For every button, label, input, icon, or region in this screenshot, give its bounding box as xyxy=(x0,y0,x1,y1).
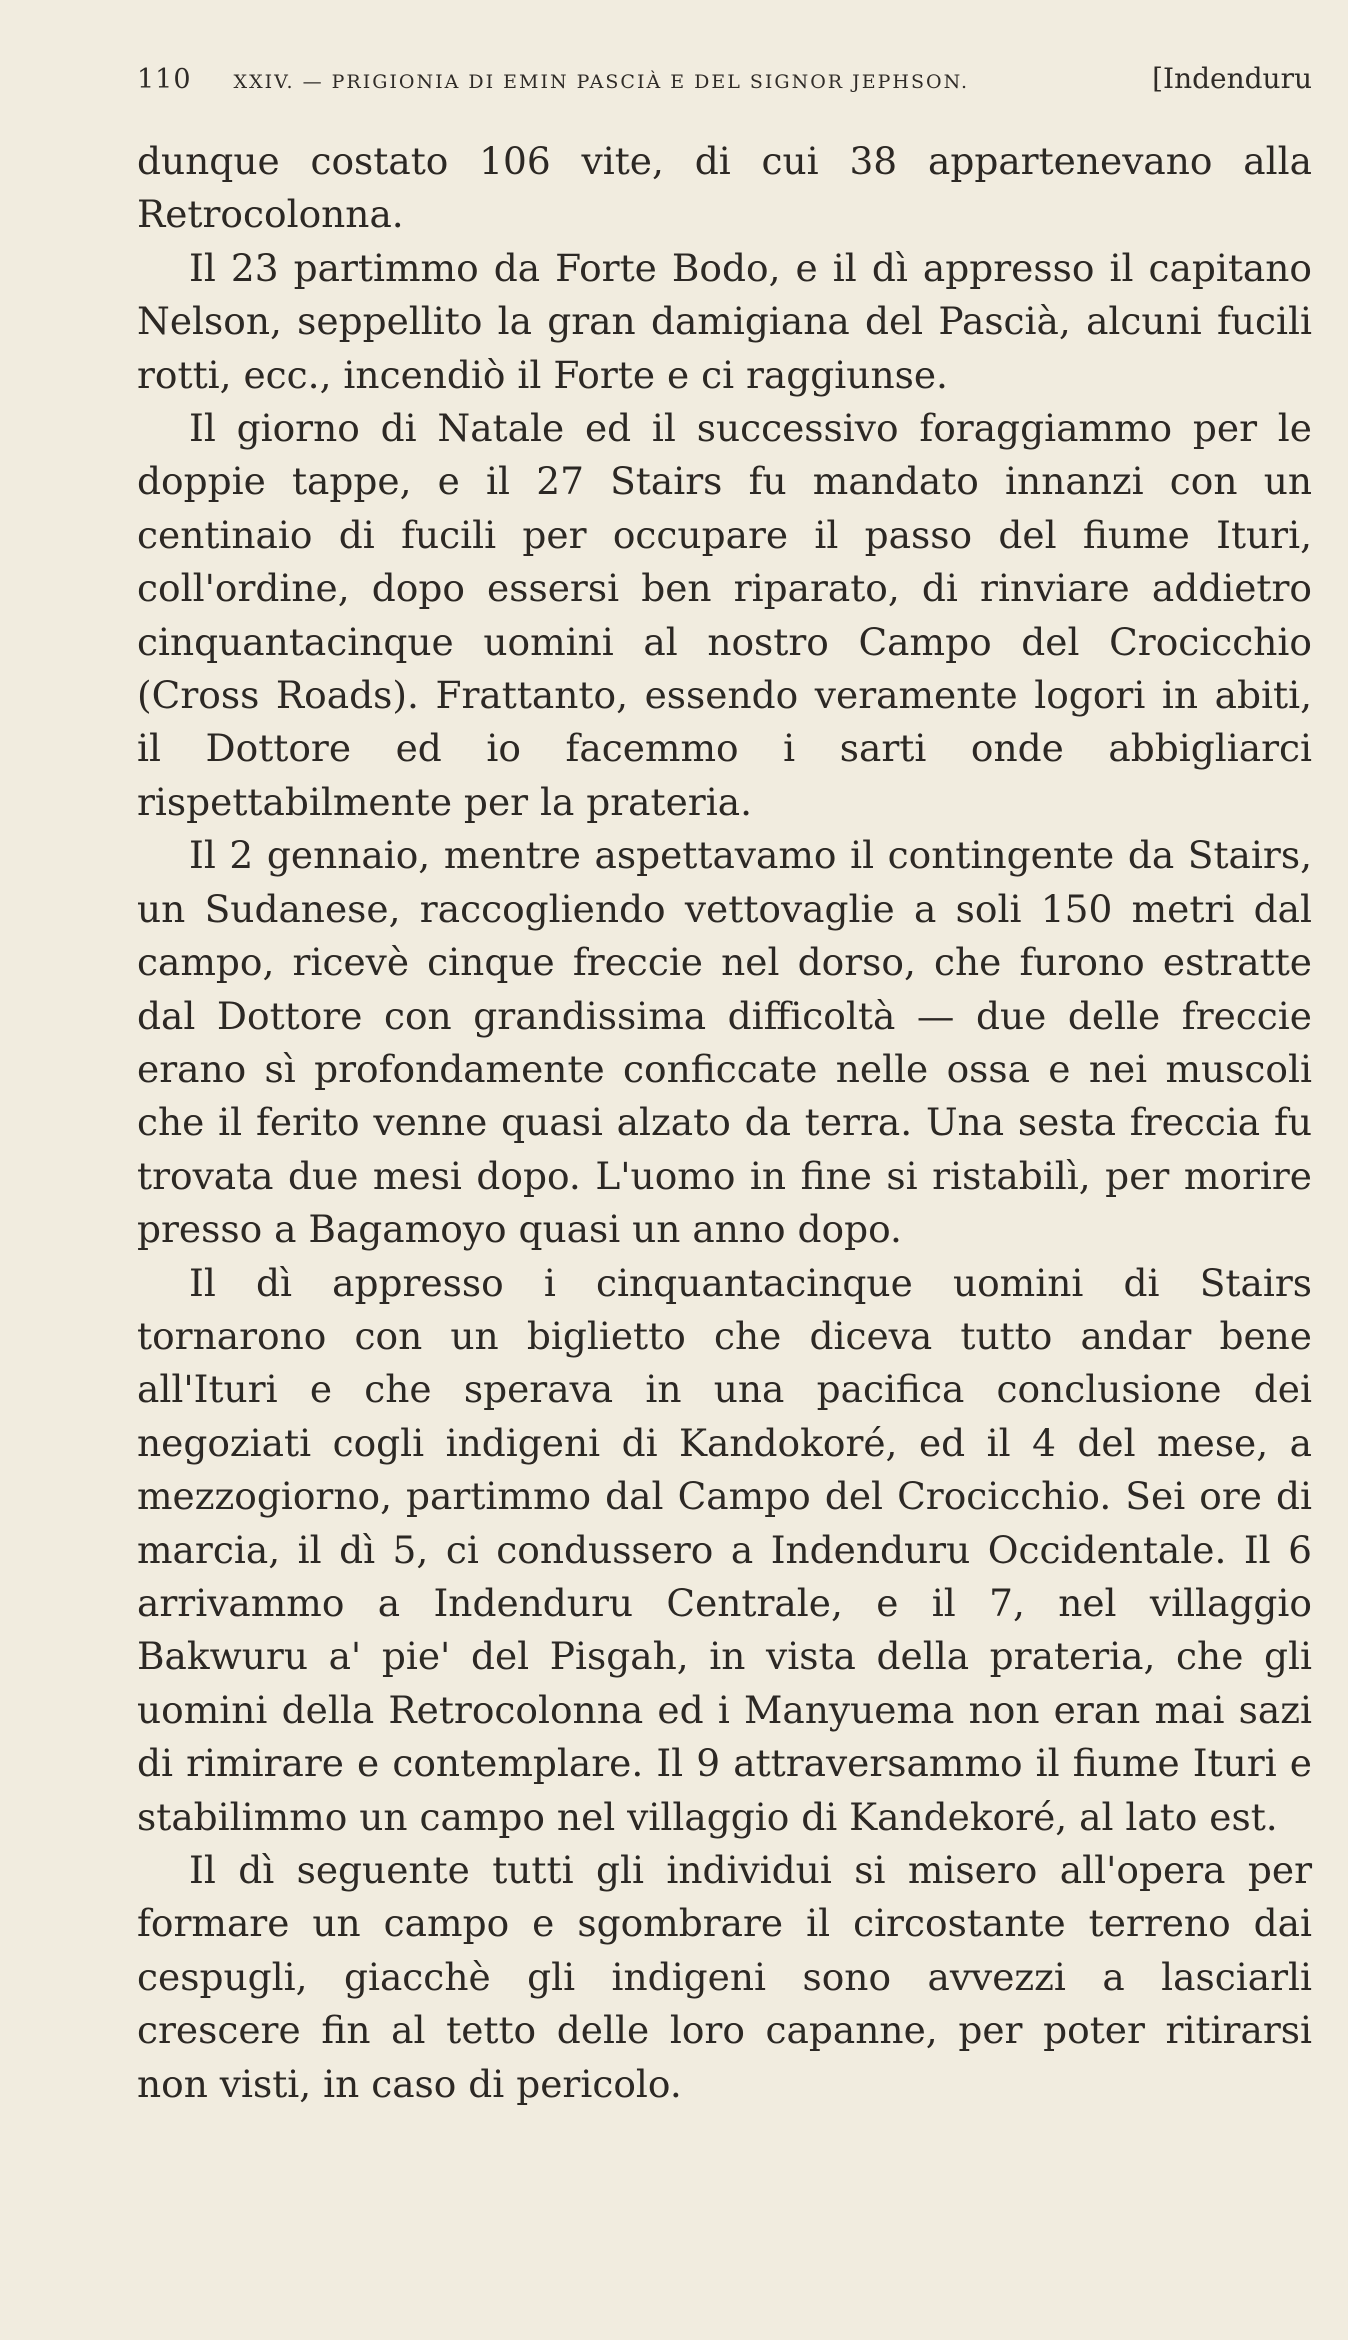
paragraph: Il 2 gennaio, mentre aspettavamo il contingente da Stairs, un Sudanese, raccogliendo vettovaglie a soli 150 metri dal campo, ricevè cinque freccie nel dorso, che furono estratte dal Dottore con grandissima difficoltà — due delle freccie erano sì profondamente conficcate nelle ossa e nei muscoli che il ferito venne quasi alzato da terra. Una sesta freccia fu trovata due mesi dopo. L'uomo in fine si ristabilì, per morire presso a Bagamoyo quasi un anno dopo. xyxy=(137,833,1312,1252)
paragraph: Il dì seguente tutti gli individui si misero all'opera per formare un campo e sgombrare il circostante terreno dai cespugli, giacchè gli indigeni sono avvezzi a lasciarli crescere fin al tetto delle loro capanne, per poter ritirarsi non visti, in caso di pericolo. xyxy=(137,1848,1312,2106)
page-number: 110 xyxy=(137,64,192,95)
running-title: XXIV. — PRIGIONIA DI EMIN PASCIÀ E DEL SIGNOR JEPHSON. xyxy=(233,71,970,93)
body-text xyxy=(137,135,1312,2111)
paragraph-continued: dunque costato 106 vite, di cui 38 appartenevano alla Retrocolonna. xyxy=(137,139,1312,237)
paragraph: Il dì appresso i cinquantacinque uomini di Stairs tornarono con un biglietto che diceva tutto andar bene all'Ituri e che sperava in una pacifica conclusione dei negoziati cogli indigeni di Kandokoré, ed il 4 del mese, a mezzogiorno, partimmo dal Campo del Crocicchio. Sei ore di marcia, il dì 5, ci condussero a Indenduru Occidentale. Il 6 arrivammo a Indenduru Centrale, e il 7, nel villaggio Bakwuru a' pie' del Pisgah, in vista della prateria, che gli uomini della Retrocolonna ed i Manyuema non eran mai sazi di rimirare e contemplare. Il 9 attraversammo il fiume Ituri e stabilimmo un campo nel villaggio di Kandekoré, al lato est. xyxy=(137,1260,1312,1839)
paragraph: Il giorno di Natale ed il successivo foraggiammo per le doppie tappe, e il 27 Stairs fu mandato innanzi con un centinaio di fucili per occupare il passo del fiume Ituri, coll'ordine, dopo essersi ben riparato, di rinviare addietro cinquantacinque uomini al nostro Campo del Crocicchio (Cross Roads). Frattanto, essendo veramente logori in abiti, il Dottore ed io facemmo i sarti onde abbigliarci rispettabilmente per la prateria. xyxy=(137,406,1312,824)
running-header xyxy=(137,62,1312,95)
header-keyword: [Indenduru xyxy=(1152,62,1312,95)
paragraph: Il 23 partimmo da Forte Bodo, e il dì appresso il capitano Nelson, seppellito la gran damigiana del Pascià, alcuni fucili rotti, ecc., incendiò il Forte e ci raggiunse. xyxy=(137,245,1312,397)
